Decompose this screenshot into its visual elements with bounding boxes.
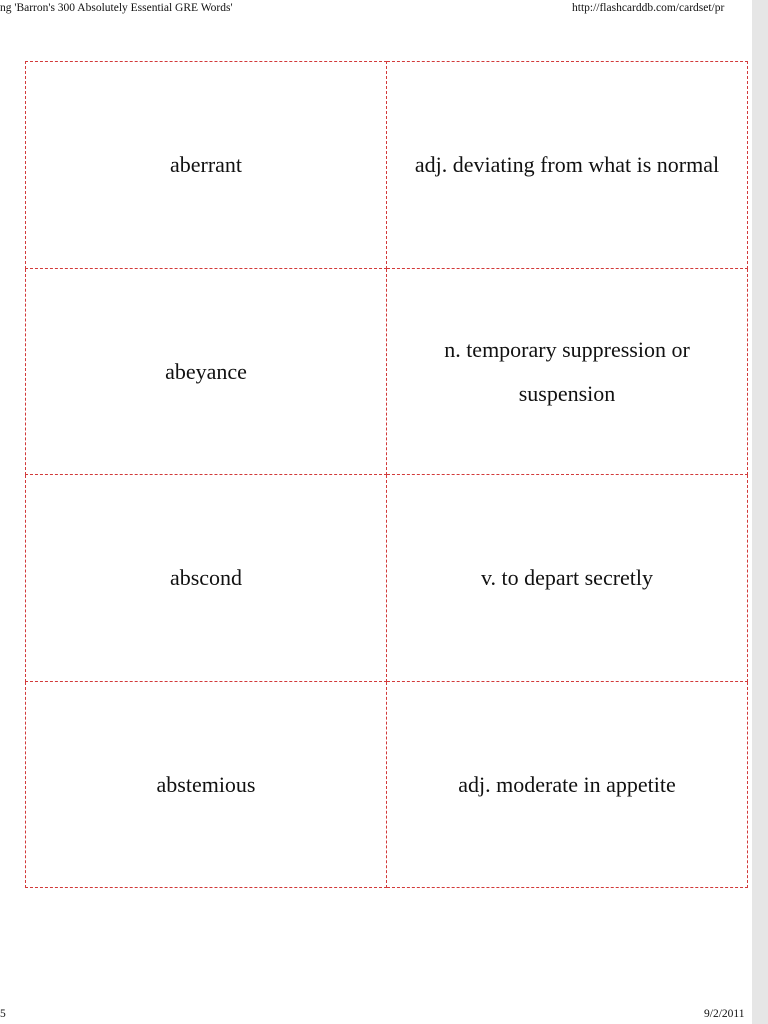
term-cell [26,475,387,682]
print-date: 9/2/2011 [704,1008,745,1020]
definition-text: adj. moderate in appetite [458,771,676,797]
term-cell [26,269,387,475]
flashcard-row [26,682,748,888]
term-text: abscond [169,565,243,590]
definition-text: v. to depart secretly [480,565,654,590]
definition-text: n. temporary suppression or suspension [444,336,690,406]
flashcard-row [26,269,748,475]
page-number: 5 [0,1008,6,1020]
header-url: http://flashcarddb.com/cardset/pr [572,2,725,14]
flashcard-table [25,61,748,888]
definition-text: adj. deviating from what is normal [414,152,720,177]
term-text: abstemious [156,771,256,797]
viewer-scrollbar-gutter[interactable] [752,0,768,1024]
definition-cell [387,475,748,682]
definition-cell [387,269,748,475]
definition-cell [387,682,748,888]
term-cell [26,682,387,888]
flashcard-row [26,475,748,682]
term-text: abeyance [165,358,247,384]
term-text: aberrant [169,152,243,177]
definition-cell [387,62,748,269]
header-title: ng 'Barron's 300 Absolutely Essential GRE Words' [0,2,233,14]
flashcard-row [26,62,748,269]
term-cell [26,62,387,269]
